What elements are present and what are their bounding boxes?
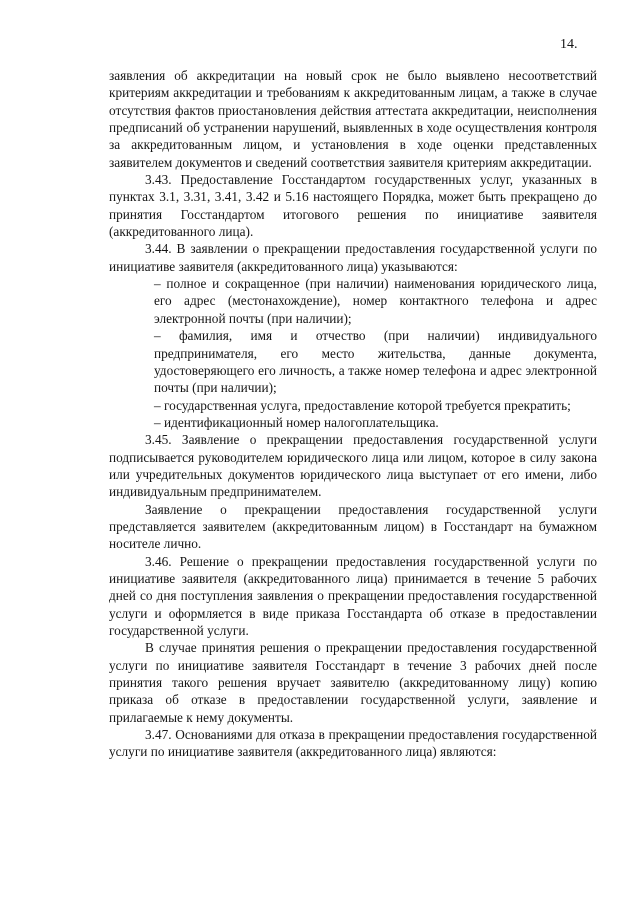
list-item-tax-number: – идентификационный номер налогоплательщика.: [154, 414, 439, 430]
page-number: 14.: [560, 37, 578, 52]
paragraph-3-45-submission: Заявление о прекращении предоставления государственной услуги представляется заявителем (аккредитованным лицом) в Госстандарт на бумажном носителе лично.: [109, 501, 597, 552]
list-item-service: – государственная услуга, предоставление которой требуется прекратить;: [154, 397, 571, 413]
document-body: [109, 67, 597, 761]
paragraph-3-47: 3.47. Основаниями для отказа в прекращении предоставления государственной услуги по инициативе заявителя (аккредитованного лица) являются:: [109, 727, 597, 760]
list-item-entrepreneur: – фамилия, имя и отчество (при наличии) индивидуального предпринимателя, его место жительства, данные документа, удостоверяющего его личность, а также номер телефона и адрес электронной почты (при наличии);: [154, 328, 597, 396]
paragraph-3-46-delivery: В случае принятия решения о прекращении предоставления государственной услуги по инициативе заявителя Госстандарт в течение 3 рабочих дней после принятия такого решения вручает заявителю (аккредитованному лицу) копию приказа об отказе в предоставлении государственной услуги, заявление и прилагаемые к нему документы.: [109, 640, 597, 725]
paragraph-3-44: 3.44. В заявлении о прекращении предоставления государственной услуги по инициативе заявителя (аккредитованного лица) указываются:: [109, 241, 597, 274]
paragraph-continuation: заявления об аккредитации на новый срок не было выявлено несоответствий критериям аккредитации и требованиям к аккредитованным лицам, а также в случае отсутствия фактов приостановления действия аттестата аккредитации, неисполнения предписаний об устранении нарушений, выявленных в ходе осуществления контроля за аккредитованным лицом, и установления в ходе оценки представленных заявителем документов и сведений соответствия заявителя критериям аккредитации.: [109, 68, 597, 170]
list-item-legal-entity: – полное и сокращенное (при наличии) наименования юридического лица, его адрес (местонахождение), номер контактного телефона и адрес электронной почты (при наличии);: [154, 276, 597, 326]
paragraph-3-46: 3.46. Решение о прекращении предоставления государственной услуги по инициативе заявителя (аккредитованного лица) принимается в течение 5 рабочих дней со дня поступления заявления о прекращении предоставления государственной услуги и оформляется в виде приказа Госстандарта об отказе в предоставлении государственной услуги.: [109, 553, 597, 638]
paragraph-3-45: 3.45. Заявление о прекращении предоставления государственной услуги подписывается руководителем юридического лица или лицом, которое в силу закона или учредительных документов юридического лица выступает от его имени, либо индивидуальным предпринимателем.: [109, 432, 597, 500]
paragraph-3-43: 3.43. Предоставление Госстандартом государственных услуг, указанных в пунктах 3.1, 3.31, 3.41, 3.42 и 5.16 настоящего Порядка, может быть прекращено до принятия Госстандартом итогового решения по инициативе заявителя (аккредитованного лица).: [109, 172, 597, 240]
